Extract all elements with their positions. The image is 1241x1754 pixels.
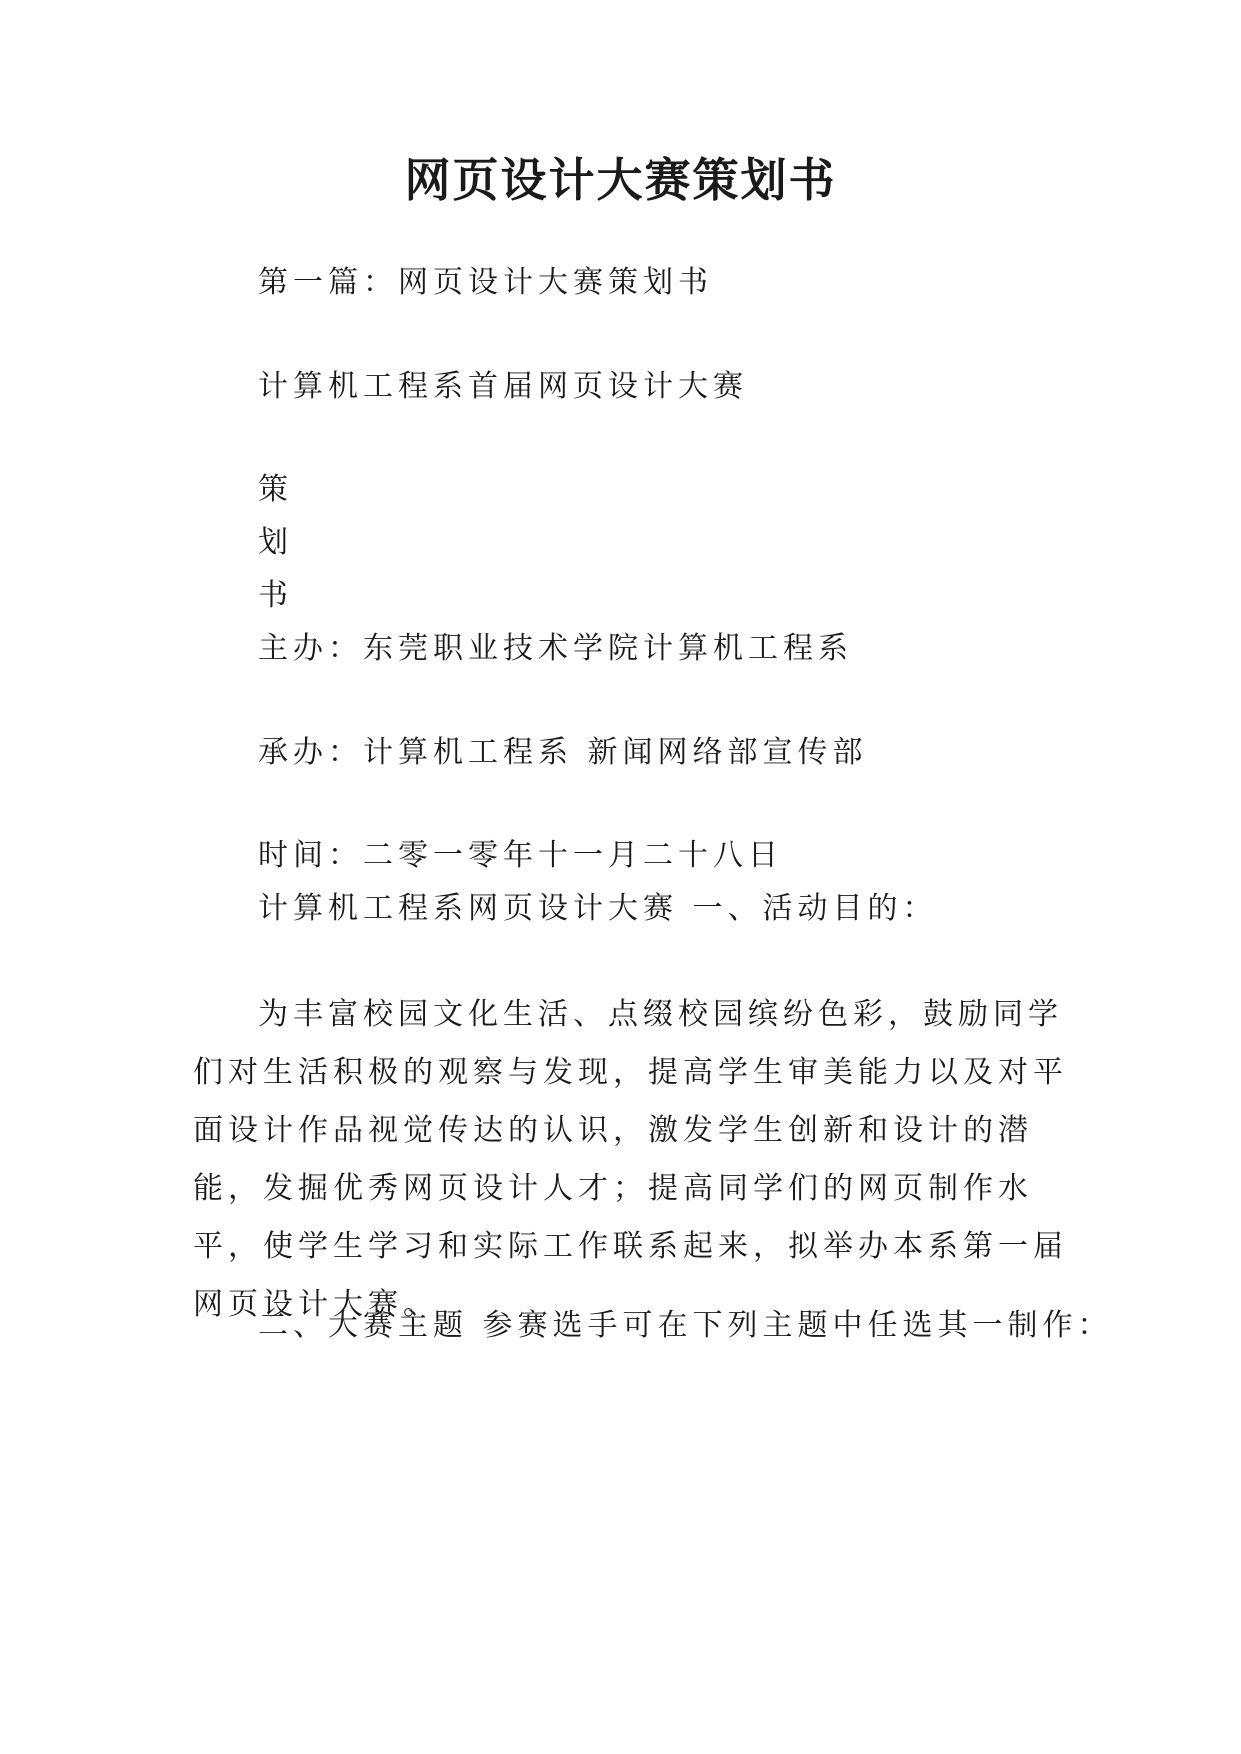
vertical-char-3: 书 xyxy=(258,578,293,613)
section2-heading: 二、大赛主题 参赛选手可在下列主题中任选其一制作： xyxy=(258,1308,1113,1343)
document-title: 网页设计大赛策划书 xyxy=(404,153,837,207)
section1-body: 为丰富校园文化生活、点缀校园缤纷色彩，鼓励同学们对生活积极的观察与发现，提高学生审美能力以及对平面设计作品视觉传达的认识，激发学生创新和设计的潜能，发掘优秀网页设计人才；提高同学们的网页制作水平，使学生学习和实际工作联系起来，拟举办本系第一届网页设计大赛。 xyxy=(193,997,1068,1322)
event-name: 计算机工程系首届网页设计大赛 xyxy=(258,369,748,404)
co-organizer-line: 承办：计算机工程系 新闻网络部宣传部 xyxy=(258,735,868,770)
organizer-line: 主办：东莞职业技术学院计算机工程系 xyxy=(258,631,853,666)
section1-heading: 计算机工程系网页设计大赛 一、活动目的： xyxy=(258,891,938,926)
part-heading: 第一篇：网页设计大赛策划书 xyxy=(258,265,713,300)
vertical-char-1: 策 xyxy=(258,472,293,507)
date-line: 时间：二零一零年十一月二十八日 xyxy=(258,838,783,873)
vertical-char-2: 划 xyxy=(258,525,293,560)
